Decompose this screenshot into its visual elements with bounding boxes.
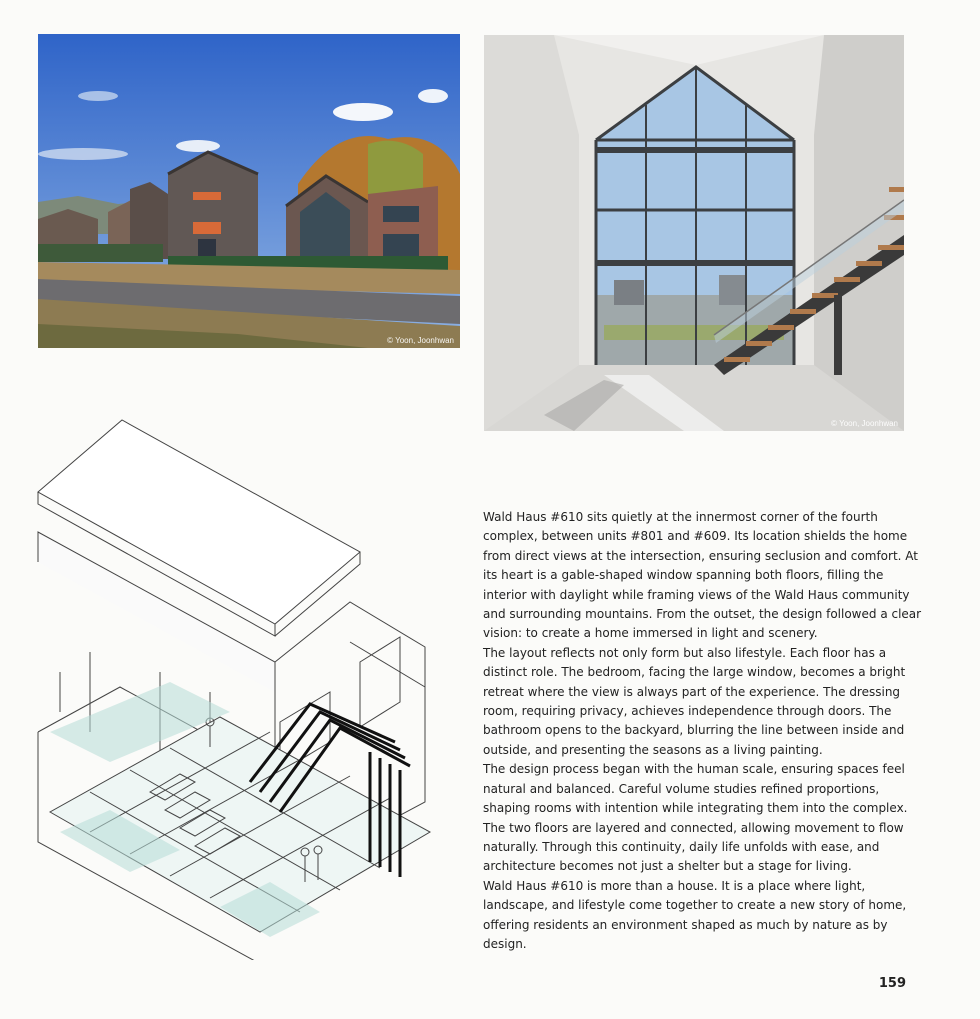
page-number: 159	[878, 976, 906, 991]
article-body	[483, 508, 923, 954]
paragraph: Wald Haus #610 sits quietly at the innermost corner of the fourth complex, between units #801 and #609. Its location shields the home from direct views at the intersection, ensuring seclusion and comfort. At its heart is a gable-shaped window spanning both floors, filling the interior with daylight while framing views of the Wald Haus community and surrounding mountains. From the outset, the design followed a clear vision: to create a home immersed in light and scenery.	[483, 510, 922, 641]
interior-photo	[484, 35, 904, 431]
paragraph: The design process began with the human scale, ensuring spaces feel natural and balanced. Careful volume studies refined proportions, shaping rooms with intention while integrating them into the complex. The two floors are layered and connected, allowing movement to flow naturally. Through this continuity, daily life unfolds with ease, and architecture becomes not just a shelter but a stage for living.	[483, 762, 908, 874]
photo-credit: © Yoon, Joonhwan	[831, 419, 898, 428]
paragraph: The layout reflects not only form but also lifestyle. Each floor has a distinct role. The bedroom, facing the large window, becomes a bright retreat where the view is always part of the experience. The dressing room, requiring privacy, achieves independence through doors. The bathroom opens to the backyard, blurring the line between inside and outside, and presenting the seasons as a living painting.	[483, 645, 906, 757]
exterior-photo	[38, 34, 460, 348]
paragraph: Wald Haus #610 is more than a house. It is a place where light, landscape, and lifestyle come together to create a new story of home, offering residents an environment shaped as much by nature as by design.	[483, 878, 907, 951]
photo-credit: © Yoon, Joonhwan	[387, 336, 454, 345]
axonometric-drawing	[30, 412, 470, 960]
